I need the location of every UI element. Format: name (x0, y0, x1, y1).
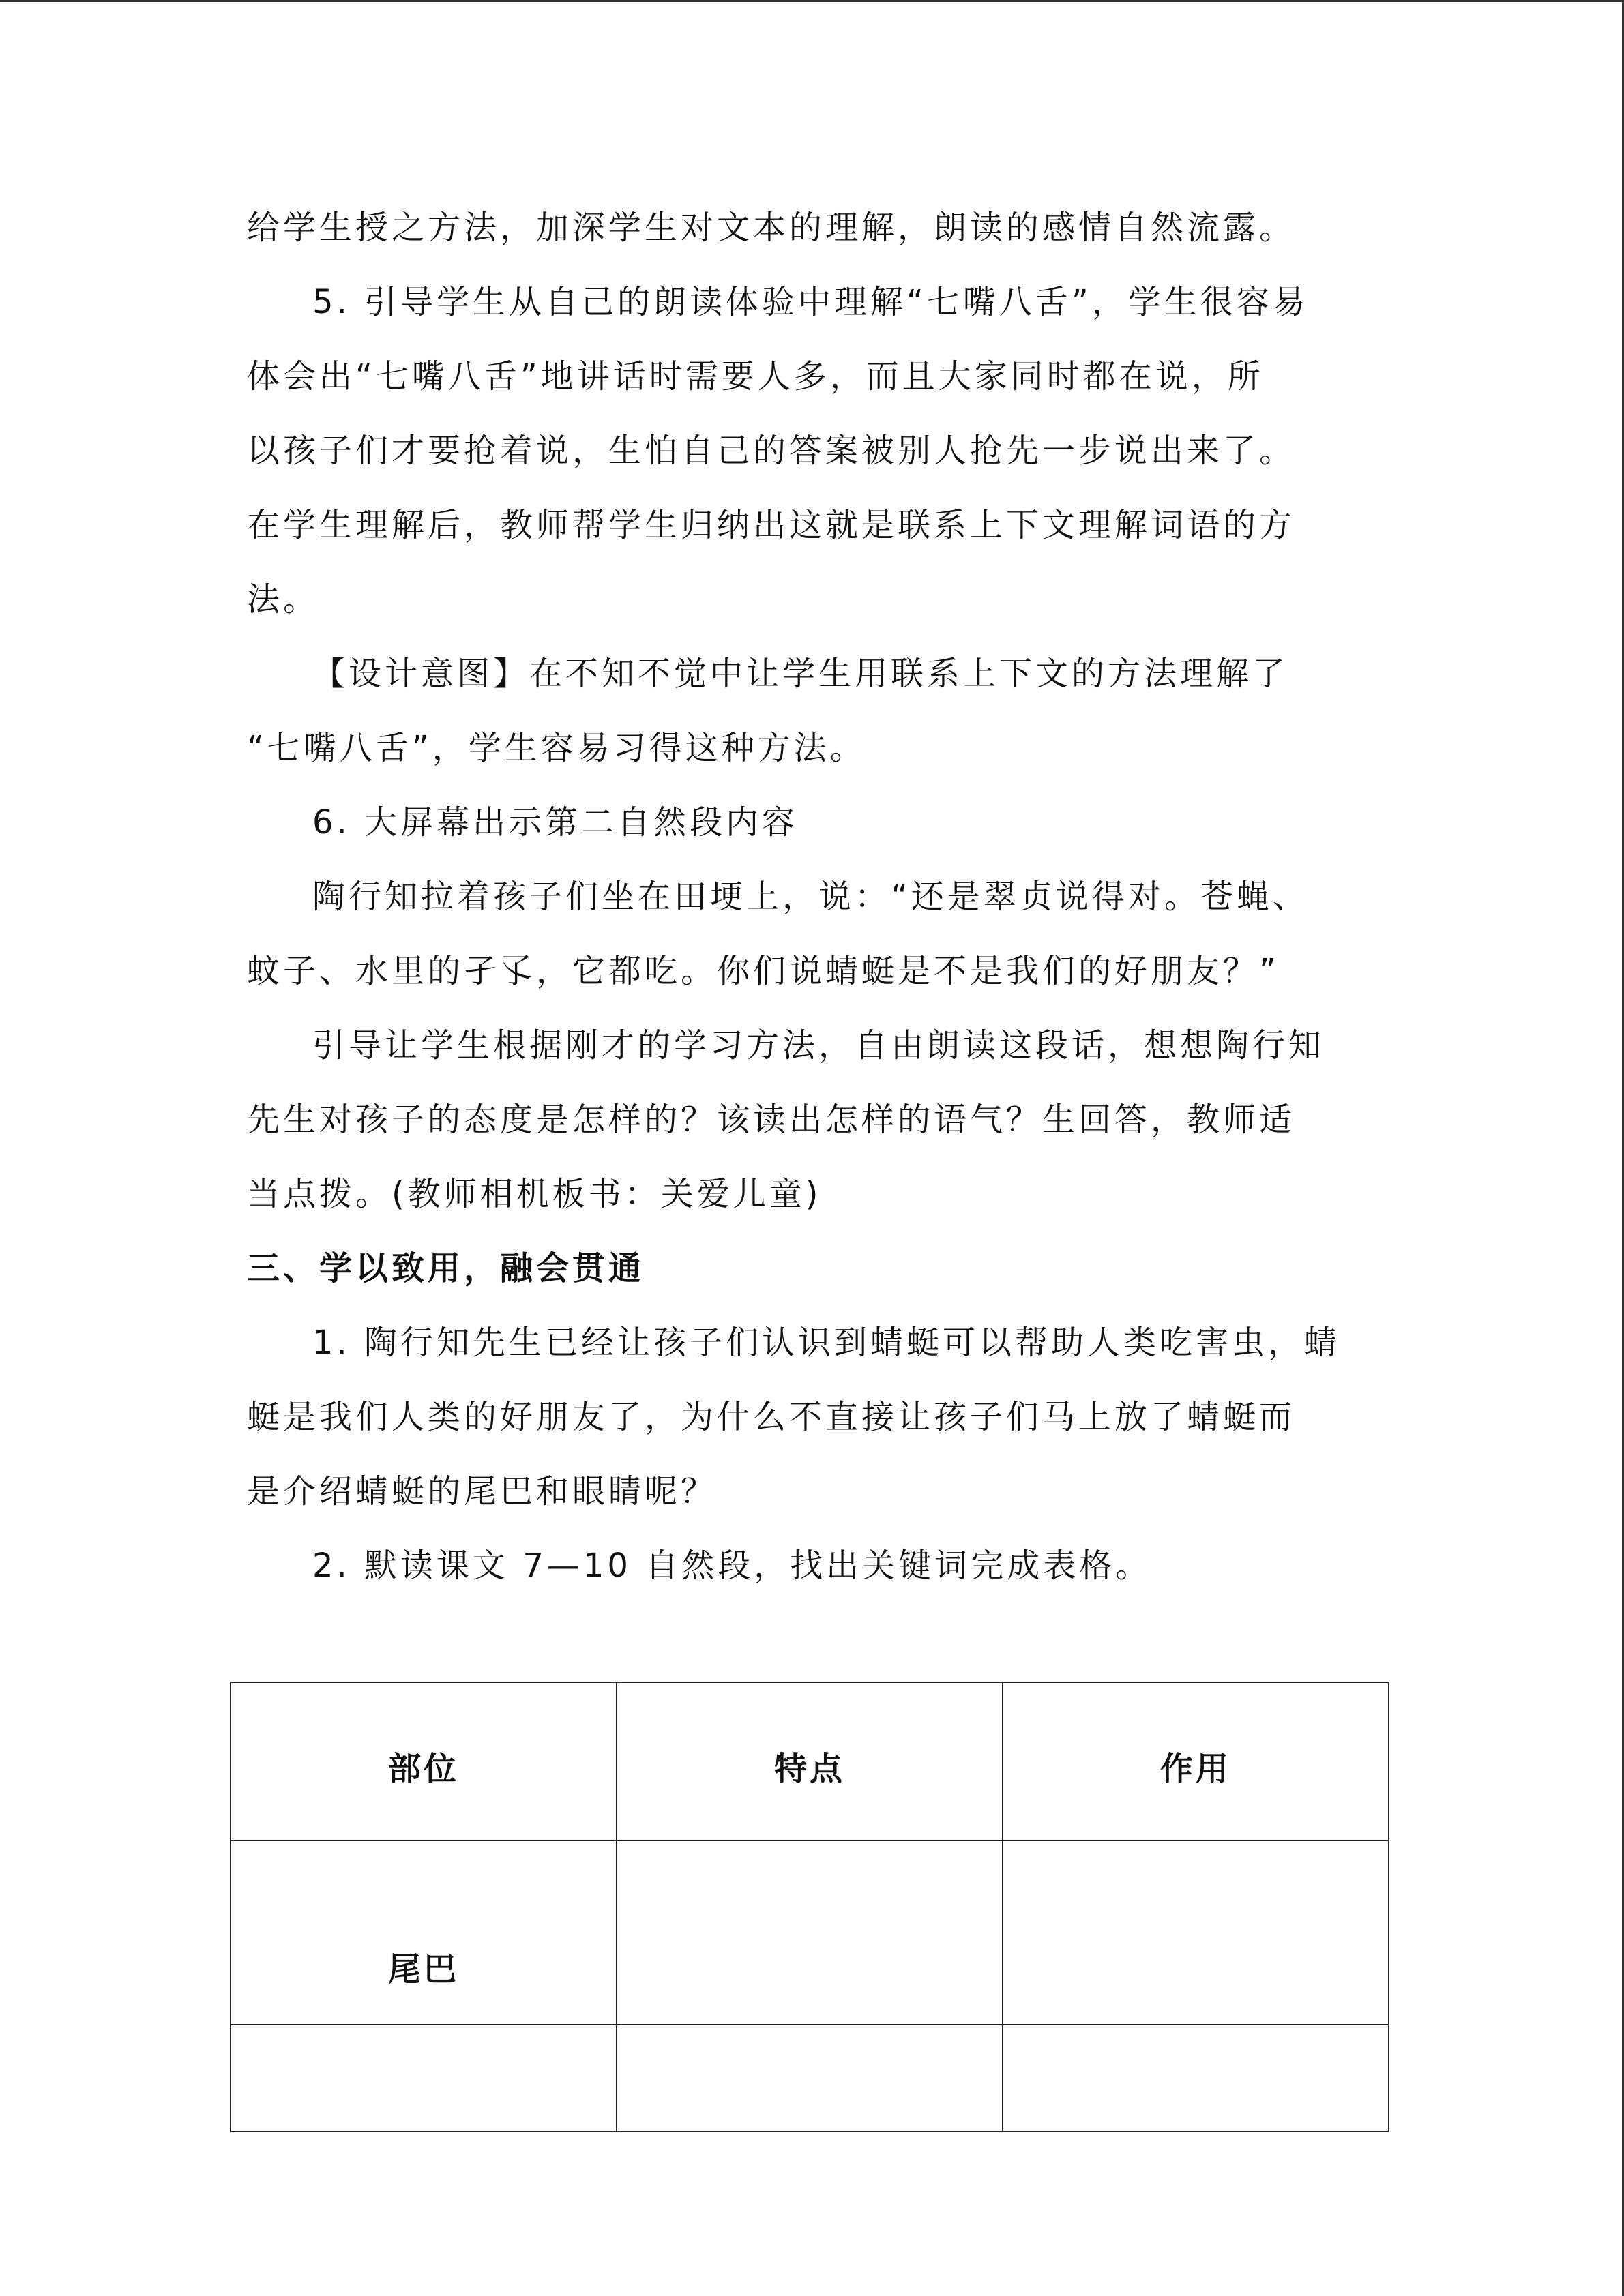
document-body (247, 191, 1393, 1603)
table-header-cell: 作用 (1003, 1682, 1389, 1840)
text-line: 蜓是我们人类的好朋友了，为什么不直接让孩子们马上放了蜻蜓而 (247, 1398, 1296, 1436)
table-cell (1003, 2025, 1389, 2132)
table-cell (617, 2025, 1003, 2132)
text-line: 2. 默读课文 7—10 自然段，找出关键词完成表格。 (312, 1547, 1152, 1585)
text-line: 给学生授之方法，加深学生对文本的理解，朗读的感情自然流露。 (247, 209, 1296, 247)
table-cell (1003, 1840, 1389, 2025)
feature-table (230, 1682, 1389, 2132)
quote-line: 蚊子、水里的孑孓，它都吃。你们说蜻蜓是不是我们的好朋友？” (247, 952, 1280, 990)
text-line: “七嘴八舌”，学生容易习得这种方法。 (247, 729, 866, 767)
table-header-cell: 部位 (231, 1682, 617, 1840)
text-line: 以孩子们才要抢着说，生怕自己的答案被别人抢先一步说出来了。 (247, 432, 1296, 470)
text-line: 引导让学生根据刚才的学习方法，自由朗读这段话，想想陶行知 (312, 1026, 1325, 1064)
text-line: 当点拨。(教师相机板书：关爱儿童) (247, 1175, 822, 1213)
text-line: 先生对孩子的态度是怎样的？该读出怎样的语气？生回答，教师适 (247, 1101, 1296, 1139)
table-cell (231, 2025, 617, 2132)
table-cell (617, 1840, 1003, 2025)
section-heading: 三、学以致用，融会贯通 (247, 1249, 645, 1287)
table-row (231, 2025, 1389, 2132)
table-cell: 尾巴 (231, 1840, 617, 2025)
text-line: 5. 引导学生从自己的朗读体验中理解“七嘴八舌”，学生很容易 (312, 283, 1309, 321)
text-line: 法。 (247, 580, 320, 618)
feature-table-wrapper (230, 1682, 1389, 2132)
design-intent-line: 【设计意图】在不知不觉中让学生用联系上下文的方法理解了 (312, 655, 1289, 693)
text-line: 体会出“七嘴八舌”地讲话时需要人多，而且大家同时都在说，所 (247, 357, 1264, 396)
text-line: 是介绍蜻蜓的尾巴和眼睛呢？ (247, 1472, 718, 1510)
text-line: 在学生理解后，教师帮学生归纳出这就是联系上下文理解词语的方 (247, 506, 1296, 544)
text-line: 6. 大屏幕出示第二自然段内容 (312, 803, 799, 841)
text-line: 1. 陶行知先生已经让孩子们认识到蜻蜓可以帮助人类吃害虫，蜻 (312, 1324, 1341, 1362)
quote-line: 陶行知拉着孩子们坐在田埂上，说：“还是翠贞说得对。苍蝇、 (312, 878, 1309, 916)
table-header-row (231, 1682, 1389, 1840)
table-row (231, 1840, 1389, 2025)
table-header-cell: 特点 (617, 1682, 1003, 1840)
